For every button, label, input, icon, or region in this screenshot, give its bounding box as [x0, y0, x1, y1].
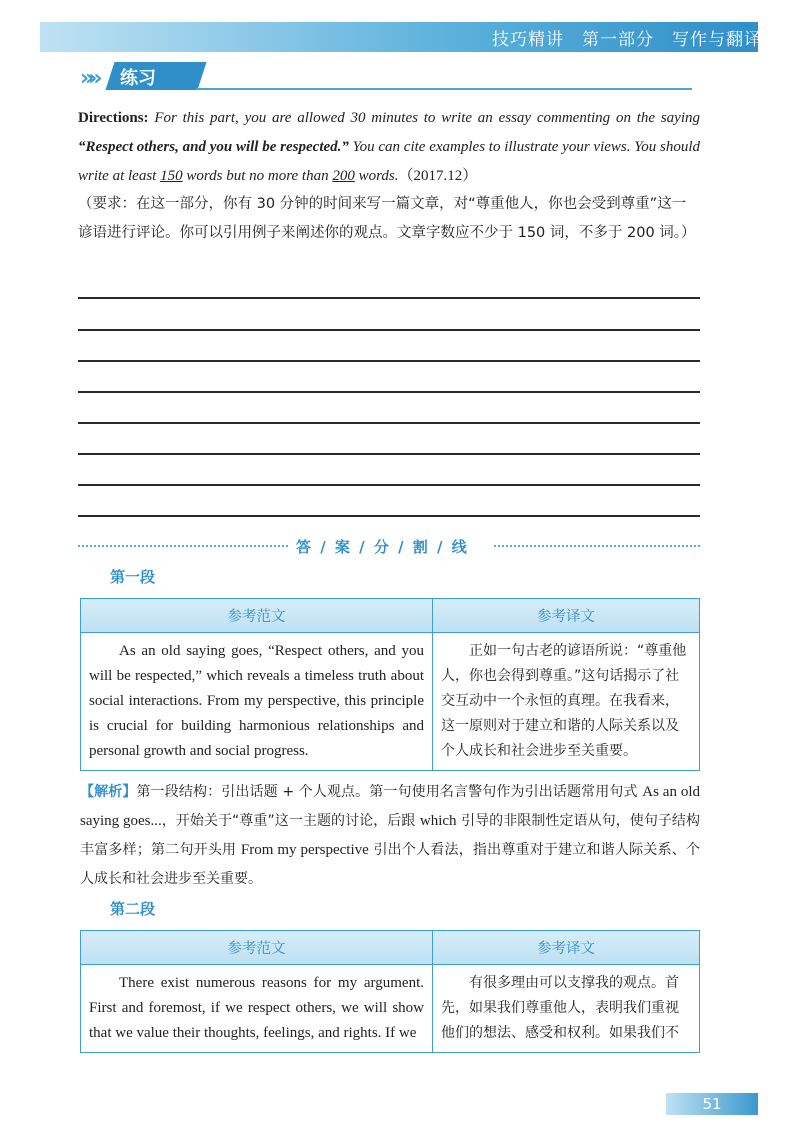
writing-line[interactable]	[78, 484, 700, 486]
analysis-en-phrase: As an old saying goes...	[80, 784, 700, 829]
exam-source: （2017.12）	[398, 168, 478, 184]
chevron-icon: »»	[80, 66, 97, 91]
paragraph2-heading: 第二段	[110, 900, 156, 918]
sample-essay-en: There exist numerous reasons for my argument. First and foremost, if we respect others, we will show that we value their thoughts, feelings, and rights. If we	[81, 965, 433, 1053]
writing-line[interactable]	[78, 453, 700, 455]
chinese-requirement: （要求：在这一部分，你有 30 分钟的时间来写一篇文章，对“尊重他人，你也会受到尊重”这一谚语进行评论。你可以引用例子来阐述你的观点。文章字数应不少于 150 词，不多于 200 词。）	[78, 196, 696, 241]
min-words: 150	[160, 168, 183, 184]
paragraph1-table	[80, 598, 700, 771]
directions-text-1: For this part, you are allowed 30 minutes to write an essay commenting on the saying	[148, 110, 700, 126]
directions-text-2: You can cite examples to illustrate your views. You should write at least	[78, 139, 700, 184]
analysis-en-phrase: which	[419, 813, 457, 829]
writing-line[interactable]	[78, 515, 700, 517]
page-number: 51	[666, 1093, 758, 1115]
directions-quote: “Respect others, and you will be respected.”	[78, 139, 349, 155]
col-header-en: 参考范文	[81, 931, 433, 965]
directions-text-3: words but no more than	[182, 168, 333, 184]
directions	[78, 104, 700, 191]
directions-text-4: words.	[354, 168, 399, 184]
col-header-cn: 参考译文	[433, 599, 700, 633]
paragraph1-heading: 第一段	[110, 568, 156, 586]
sample-translation-cn: 有很多理由可以支撑我的观点。首先，如果我们尊重他人，表明我们重视他们的想法、感受和权利。如果我们不	[433, 965, 700, 1053]
section-label: 练习	[120, 68, 156, 89]
section-title	[80, 62, 198, 90]
analysis-text: 引出个人看法，指出尊重对于建立和谐人际关系、个人成长和社会进步至关重要。	[80, 842, 700, 887]
analysis-text: ，开始关于“尊重”这一主题的讨论，后跟	[161, 813, 420, 829]
max-words: 200	[332, 168, 355, 184]
directions-lead: Directions:	[78, 110, 149, 126]
col-header-cn: 参考译文	[433, 931, 700, 965]
running-header: 技巧精讲 第一部分 写作与翻译	[492, 30, 762, 50]
analysis-text: 引导的非限制性定语从句，使句子结构丰富多样；第二句开头用	[80, 813, 700, 858]
analysis-tag: 【解析】	[80, 784, 137, 800]
writing-line[interactable]	[78, 297, 700, 299]
analysis-text: 第一段结构：引出话题 + 个人观点。第一句使用名言警句作为引出话题常用句式	[136, 784, 643, 800]
paragraph2-table	[80, 930, 700, 1053]
divider-label: 答 / 案 / 分 / 割 / 线	[296, 538, 469, 556]
sample-translation-cn: 正如一句古老的谚语所说：“尊重他人，你也会得到尊重。”这句话揭示了社交互动中一个永恒的真理。在我看来，这一原则对于建立和谐的人际关系以及个人成长和社会进步至关重要。	[433, 633, 700, 771]
writing-line[interactable]	[78, 329, 700, 331]
answer-divider	[78, 536, 700, 556]
sample-essay-en: As an old saying goes, “Respect others, and you will be respected,” which reveals a timeless truth about social interactions. From my perspective, this principle is crucial for building harmonious relationships and personal growth and social progress.	[81, 633, 433, 771]
title-rule	[196, 88, 692, 90]
analysis-en-phrase: From my perspective	[240, 842, 369, 858]
analysis	[80, 778, 700, 894]
writing-line[interactable]	[78, 422, 700, 424]
col-header-en: 参考范文	[81, 599, 433, 633]
divider-dots-right	[494, 545, 700, 547]
writing-line[interactable]	[78, 391, 700, 393]
divider-dots-left	[78, 545, 288, 547]
writing-line[interactable]	[78, 360, 700, 362]
